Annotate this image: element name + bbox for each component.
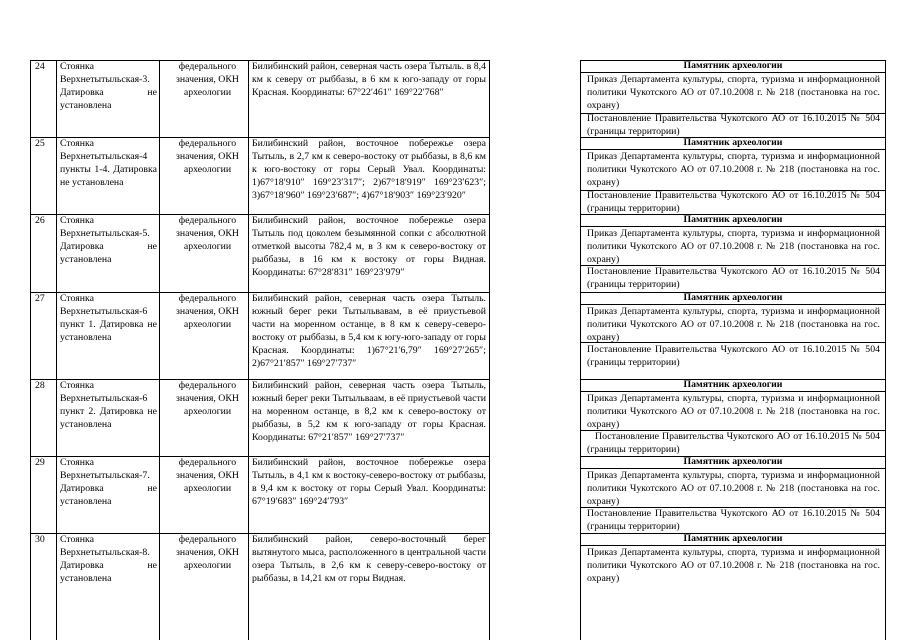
site-location: Билибинский район, северная часть озера Тытыль, южный берег реки Тытыльваам, в её приустьевой части на моренном останце, в 8,2 км к северо-востоку от рыббазы, в 5,2 км к юго-западу от горы Красная. Координаты: 67°21′857″ 169°27′737″ [252,380,486,443]
site-category: федерального значения, ОКН археологии [176,457,239,494]
doc-type-heading: Памятник археологии [683,379,783,390]
site-location: Билибинский район, северная часть озера Тытыль. в 8,4 км к северу от рыббазы, в 6 км к юго-западу от горы Красная. Координаты: 67°22′461″ 169°22′768″ [252,61,486,98]
site-location: Билибинский район, восточное побережье озера Тытыль под цоколем безымянной сопки с абсолютной отметкой высоты 782,4 м, в 3 км к северо-востоку от рыббазы, в 16 км к востоку от горы Видная. Координаты: 67°28′831″ 169°23′979″ [252,215,486,278]
site-name: Стоянка Верхнетытыльская-5. Датировка не установлена [60,215,157,265]
doc-type-heading: Памятник археологии [683,60,783,71]
doc-order: Приказ Департамента культуры, спорта, туризма и информационной политики Чукотского АО от 07.10.2008 г. № 218 (постановка на гос. охрану) [587,306,880,343]
doc-resolution: Постановление Правительства Чукотского АО от 16.10.2015 № 504 (границы территории) [587,344,880,368]
site-name: Стоянка Верхнетытыльская-3. Датировка не установлена [60,61,157,111]
doc-order: Приказ Департамента культуры, спорта, туризма и информационной политики Чукотского АО от 07.10.2008 г. № 218 (постановка на гос. охрану) [587,547,880,584]
doc-type-heading: Памятник археологии [683,137,783,148]
row-number: 29 [35,457,45,468]
doc-type-heading: Памятник археологии [683,533,783,544]
site-name: Стоянка Верхнетытыльская-8. Датировка не установлена [60,534,157,584]
doc-resolution: Постановление Правительства Чукотского АО от 16.10.2015 № 504 (границы территории) [587,266,880,290]
row-number: 25 [35,138,45,149]
site-name: Стоянка Верхнетытыльская-6 пункт 2. Датировка не установлена [60,380,157,430]
site-location: Билибинский район, восточное побережье озера Тытыль, в 2,7 км к северо-востоку от рыббазы, в 8,6 км к юго-востоку от горы Серый Увал. Координаты: 1)67°18′910″ 169°23′317″; 2)67°18′919″ 169°23′623″; 3)67°18′960″ 169°23′687″; 4)67°18′903″ 169°23′920″ [252,138,486,201]
doc-order: Приказ Департамента культуры, спорта, туризма и информационной политики Чукотского АО от 07.10.2008 г. № 218 (постановка на гос. охрану) [587,228,880,265]
site-name: Стоянка Верхнетытыльская-4 пункты 1-4. Датировка не установлена [60,138,157,188]
doc-order: Приказ Департамента культуры, спорта, туризма и информационной политики Чукотского АО от 07.10.2008 г. № 218 (постановка на гос. охрану) [587,393,880,430]
site-location: Билибинский район, северная часть озера Тытыль. южный берег реки Тытыльвавам, в её приустьевой части на моренном останце, в 8 км к северу-северо-востоку от рыббазы, в 5,4 км к югу-юго-западу от горы Красная. Координаты: 1)67°21′6,79″ 169°27′265″; 2)67°21′857″ 169°27′737″ [252,293,486,369]
column-separator [159,60,160,640]
site-category: федерального значения, ОКН археологии [176,138,239,175]
site-name: Стоянка Верхнетытыльская-6 пункт 1. Датировка не установлена [60,293,157,343]
site-category: федерального значения, ОКН археологии [176,380,239,417]
doc-type-heading: Памятник археологии [683,292,783,303]
row-number: 28 [35,380,45,391]
site-category: федерального значения, ОКН археологии [176,293,239,330]
site-category: федерального значения, ОКН археологии [176,61,239,98]
column-separator [885,60,886,640]
row-number: 26 [35,215,45,226]
doc-resolution: Постановление Правительства Чукотского АО от 16.10.2015 № 504 (границы территории) [587,508,880,532]
column-separator [580,60,581,640]
row-number: 27 [35,293,45,304]
site-category: федерального значения, ОКН археологии [176,215,239,252]
doc-type-heading: Памятник археологии [683,456,783,467]
column-separator [30,60,31,640]
doc-type-heading: Памятник археологии [683,214,783,225]
doc-order: Приказ Департамента культуры, спорта, туризма и информационной политики Чукотского АО от 07.10.2008 г. № 218 (постановка на гос. охрану) [587,74,880,111]
site-category: федерального значения, ОКН археологии [176,534,239,571]
row-number: 24 [35,61,45,72]
doc-resolution: Постановление Правительства Чукотского АО от 16.10.2015 № 504 (границы территории) [587,190,880,214]
site-location: Билибинский район, восточное побережье озера Тытыль, в 4,1 км к востоку-северо-востоку от рыббазы, в 9,4 км к востоку от горы Серый Увал. Координаты: 67°19′683″ 169°24′793″ [252,457,486,507]
column-separator [56,60,57,640]
row-number: 30 [35,534,45,545]
doc-order: Приказ Департамента культуры, спорта, туризма и информационной политики Чукотского АО от 07.10.2008 г. № 218 (постановка на гос. охрану) [587,151,880,188]
column-separator [489,60,490,640]
doc-resolution: Постановление Правительства Чукотского АО от 16.10.2015 № 504 (границы территории) [587,431,880,455]
doc-resolution: Постановление Правительства Чукотского АО от 16.10.2015 № 504 (границы территории) [587,113,880,137]
doc-order: Приказ Департамента культуры, спорта, туризма и информационной политики Чукотского АО от 07.10.2008 г. № 218 (постановка на гос. охрану) [587,470,880,507]
site-name: Стоянка Верхнетытыльская-7. Датировка не установлена [60,457,157,507]
site-location: Билибинский район, северо-восточный берег вытянутого мыса, расположенного в центральной части озера Тытыль, в 2,6 км к северу-северо-востоку от рыббазы, в 14,21 км от горы Видная. [252,534,486,584]
